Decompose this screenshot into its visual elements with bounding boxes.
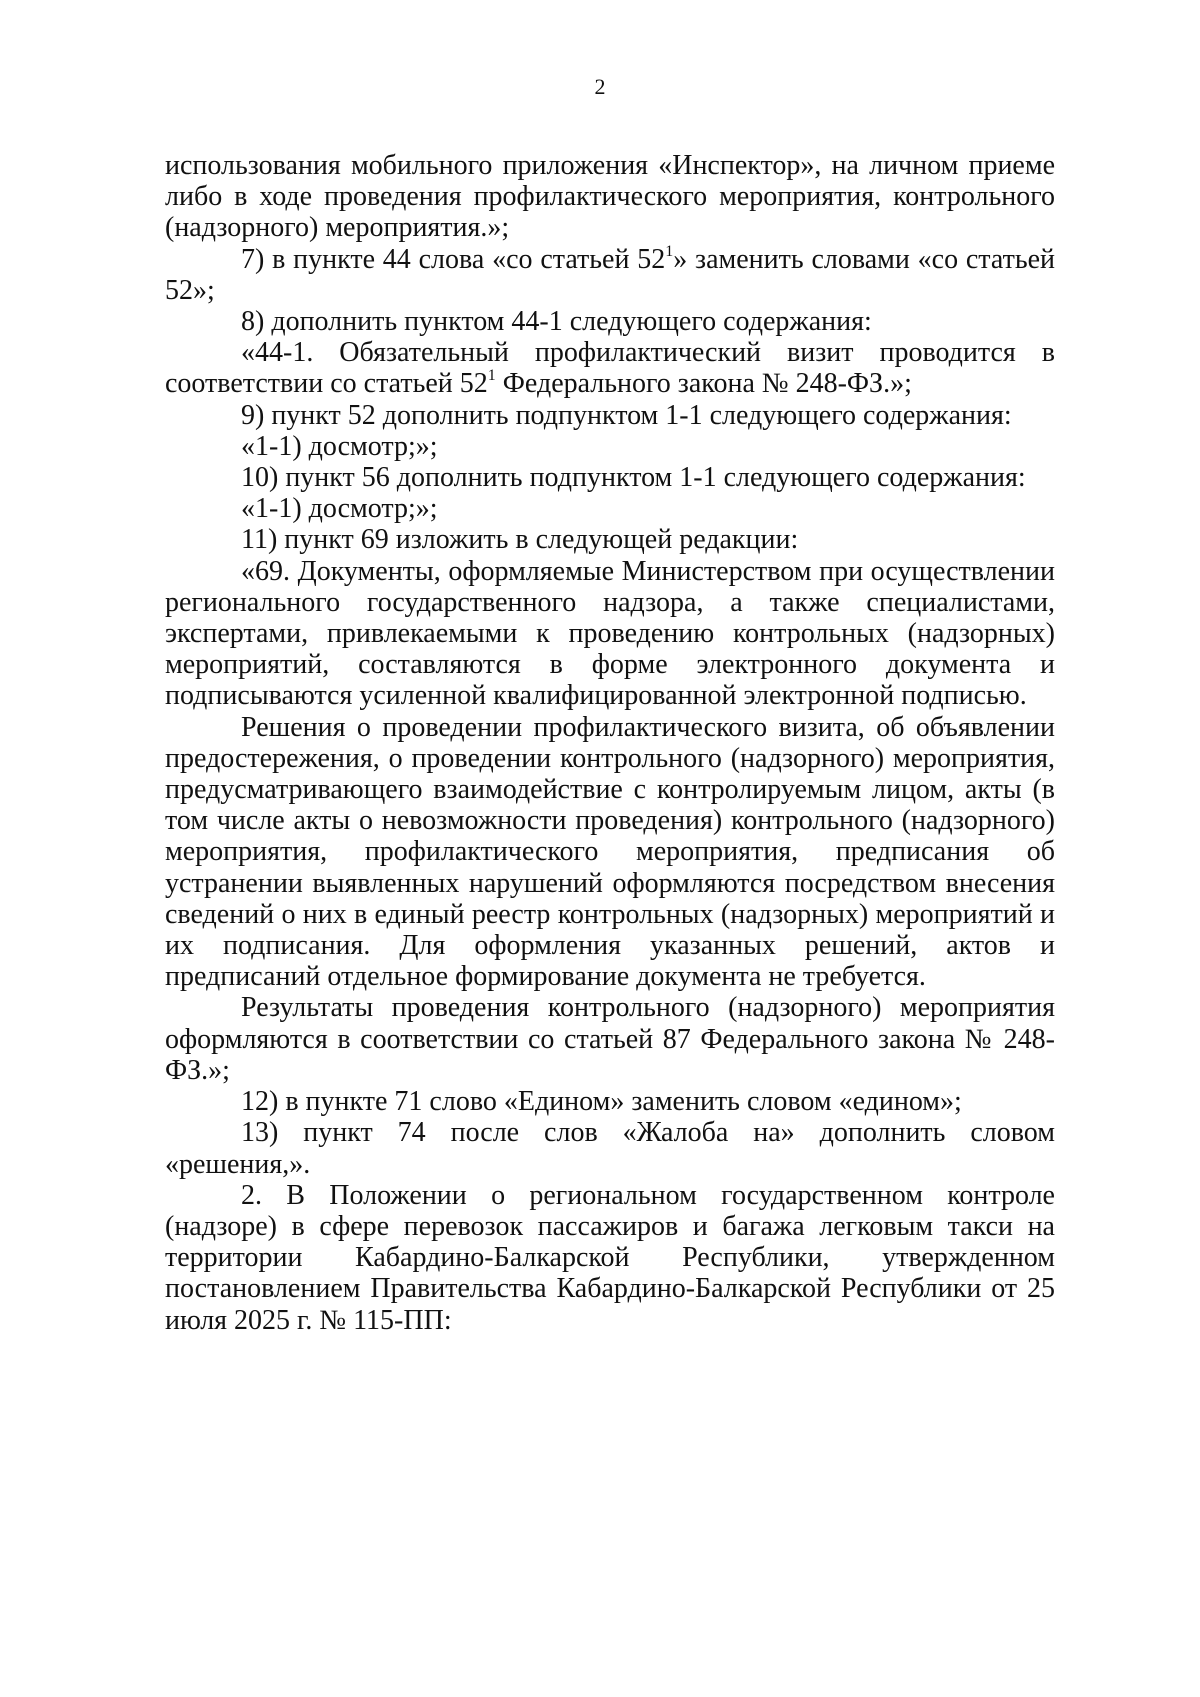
paragraph: «69. Документы, оформляемые Министерством при осуществлении регионального государственного надзора, а также специалистами, экспертами, привлекаемыми к проведению контрольных (надзорных) мероприятий, составляются в форме электронного документа и подписываются усиленной квалифицированной электронной подписью. <box>165 555 1055 712</box>
paragraph: «1-1) досмотр;»; <box>241 493 438 525</box>
paragraph: 10) пункт 56 дополнить подпунктом 1-1 следующего содержания: <box>241 462 1026 494</box>
paragraph: Решения о проведении профилактического визита, об объявлении предостережения, о проведении контрольного (надзорного) мероприятия, предусматривающего взаимодействие с контролируемым лицом, акты (в том числе акты о невозможности проведения) контрольного (надзорного) мероприятия, профилактического мероприятия, предписания об устранении выявленных нарушений оформляются посредством внесения сведений о них в единый реестр контрольных (надзорных) мероприятий и их подписания. Для оформления указанных решений, актов и предписаний отдельное формирование документа не требуется. <box>165 711 1055 993</box>
paragraph <box>165 244 1055 306</box>
paragraph: 8) дополнить пунктом 44-1 следующего содержания: <box>241 306 872 338</box>
superscript: 1 <box>487 367 496 385</box>
paragraph: 9) пункт 52 дополнить подпунктом 1-1 следующего содержания: <box>241 399 1012 431</box>
text-run: «44-1. Обязательный профилактический визит проводится в соответствии со статьей 52 <box>165 337 1055 400</box>
paragraph: 2. В Положении о региональном государственном контроле (надзоре) в сфере перевозок пассажиров и багажа легковым такси на территории Кабардино-Балкарской Республики, утвержденном постановлением Правительства Кабардино-Балкарской Республики от 25 июля 2025 г. № 115-ПП: <box>165 1179 1055 1336</box>
paragraph: 11) пункт 69 изложить в следующей редакции: <box>241 524 799 556</box>
page-number: 2 <box>594 74 606 99</box>
paragraph <box>165 337 1055 399</box>
document-body <box>165 150 1055 1336</box>
paragraph: «1-1) досмотр;»; <box>241 430 438 462</box>
paragraph: 13) пункт 74 после слов «Жалоба на» дополнить словом «решения,». <box>165 1117 1055 1180</box>
paragraph: Результаты проведения контрольного (надзорного) мероприятия оформляются в соответствии со статьей 87 Федерального закона № 248-ФЗ.»; <box>165 992 1055 1086</box>
text-run: » заменить словами «со статьей 52»; <box>165 243 1055 306</box>
text-run: Федерального закона № 248-ФЗ.»; <box>495 368 912 400</box>
text-run: 7) в пункте 44 слова «со статьей 52 <box>241 243 666 275</box>
superscript: 1 <box>665 242 674 260</box>
paragraph: 12) в пункте 71 слово «Едином» заменить словом «едином»; <box>241 1086 962 1118</box>
paragraph: использования мобильного приложения «Инспектор», на личном приеме либо в ходе проведения профилактического мероприятия, контрольного (надзорного) мероприятия.»; <box>165 150 1055 244</box>
